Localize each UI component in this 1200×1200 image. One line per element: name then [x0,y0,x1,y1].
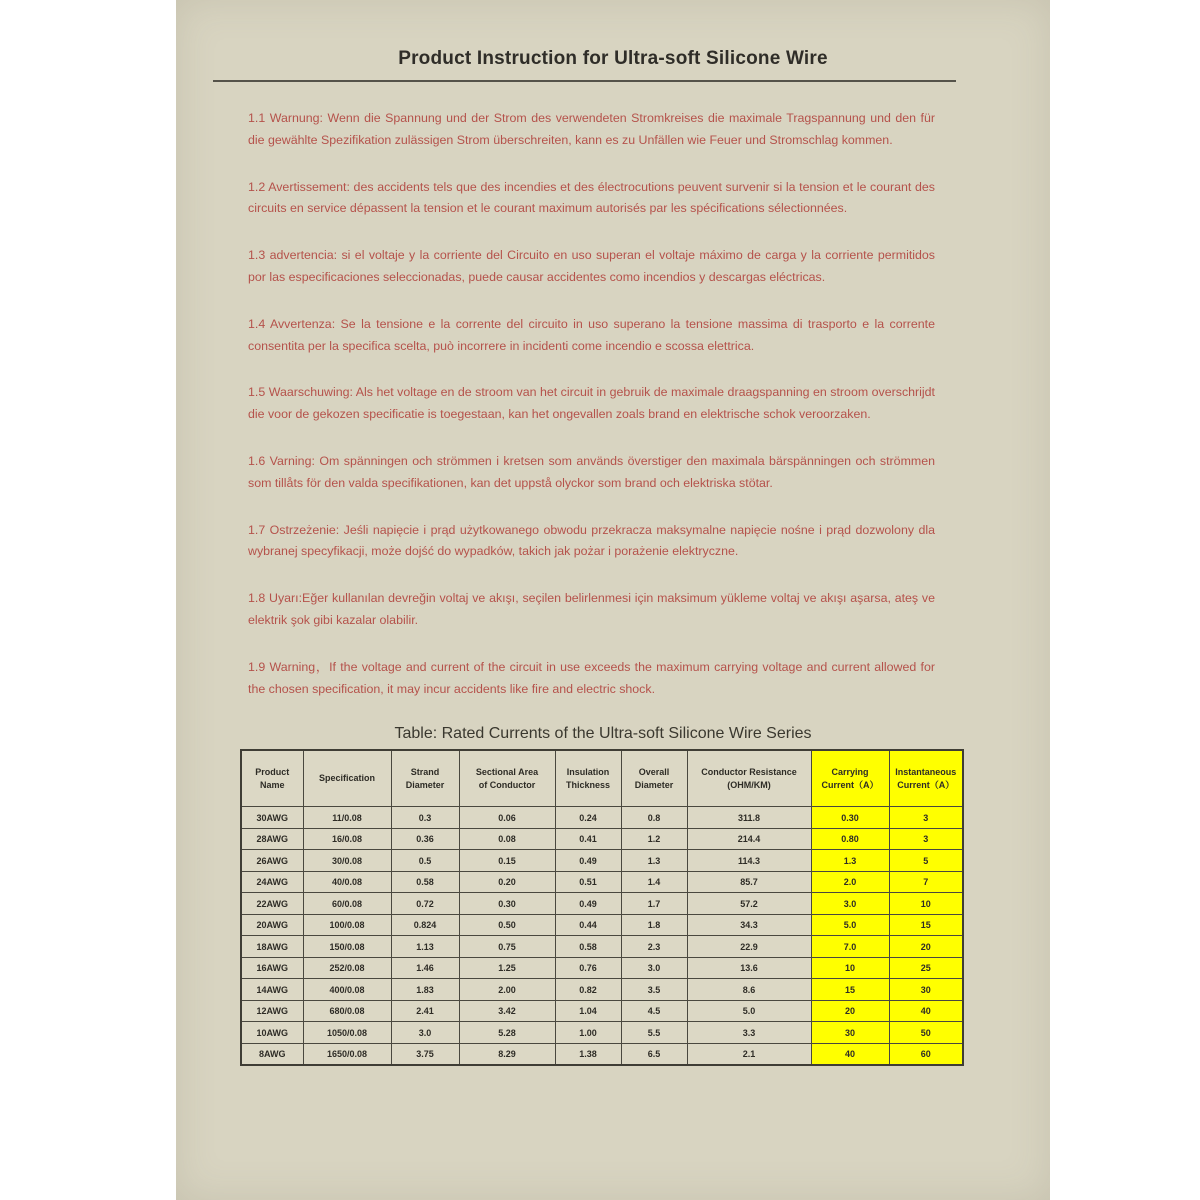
table-row [241,957,963,979]
table-cell: 16/0.08 [303,828,391,850]
table-cell: 13.6 [687,957,811,979]
table-cell: 5.0 [687,1000,811,1022]
table-cell: 0.49 [555,850,621,872]
table-cell: 2.41 [391,1000,459,1022]
table-cell: 0.30 [811,807,889,829]
table-row [241,807,963,829]
table-cell: 15 [811,979,889,1001]
table-cell: 3 [889,807,963,829]
table-cell: 10 [889,893,963,915]
warning-paragraph-list [248,108,935,700]
table-cell: 1.2 [621,828,687,850]
table-cell: 1.00 [555,1022,621,1044]
column-header-line2: of Conductor [478,779,536,790]
table-cell: 7 [889,871,963,893]
table-cell: 1.8 [621,914,687,936]
table-cell: 5.5 [621,1022,687,1044]
column-header [555,750,621,807]
table-cell: 0.41 [555,828,621,850]
column-header-line1: Insulation [566,766,610,777]
table-cell: 30 [889,979,963,1001]
warning-paragraph: 1.4 Avvertenza: Se la tensione e la corrente del circuito in uso superano la tensione massima di trasporto e la corrente consentita per la specifica scelta, può incorrere in incidenti come incendio e scossa elettrica. [248,316,935,353]
table-cell: 0.50 [459,914,555,936]
table-cell: 10AWG [241,1022,303,1044]
table-cell: 3 [889,828,963,850]
table-cell: 20AWG [241,914,303,936]
table-cell: 40/0.08 [303,871,391,893]
table-cell: 28AWG [241,828,303,850]
column-header-line2: Diameter [634,779,674,790]
column-header [241,750,303,807]
table-cell: 0.75 [459,936,555,958]
table-cell: 100/0.08 [303,914,391,936]
table-cell: 0.30 [459,893,555,915]
table-cell: 40 [811,1043,889,1065]
table-cell: 1.3 [621,850,687,872]
table-row [241,979,963,1001]
table-row [241,936,963,958]
table-row [241,914,963,936]
table-cell: 400/0.08 [303,979,391,1001]
table-cell: 18AWG [241,936,303,958]
document-page [176,0,1050,1200]
table-cell: 14AWG [241,979,303,1001]
warning-paragraph: 1.5 Waarschuwing: Als het voltage en de stroom van het circuit in gebruik de maximale draagspanning en stroom overschrijdt die voor de gekozen specificatie is toegestaan, kan het ongevallen zoals brand en elektrische schok veroorzaken. [248,385,935,422]
table-cell: 85.7 [687,871,811,893]
table-cell: 114.3 [687,850,811,872]
table-row [241,1000,963,1022]
table-row [241,871,963,893]
table-cell: 0.76 [555,957,621,979]
table-cell: 0.5 [391,850,459,872]
table-cell: 2.1 [687,1043,811,1065]
table-cell: 4.5 [621,1000,687,1022]
column-header-line2: Name [259,779,285,790]
table-cell: 2.0 [811,871,889,893]
table-cell: 34.3 [687,914,811,936]
title-divider [213,80,956,82]
table-cell: 0.80 [811,828,889,850]
table-cell: 30AWG [241,807,303,829]
column-header-line1: Sectional Area [475,766,539,777]
table-cell: 214.4 [687,828,811,850]
table-cell: 22AWG [241,893,303,915]
column-header [621,750,687,807]
table-row [241,1043,963,1065]
table-cell: 3.5 [621,979,687,1001]
table-cell: 1650/0.08 [303,1043,391,1065]
table-cell: 7.0 [811,936,889,958]
table-cell: 25 [889,957,963,979]
table-cell: 0.82 [555,979,621,1001]
table-cell: 1.7 [621,893,687,915]
table-cell: 0.36 [391,828,459,850]
warning-paragraph: 1.1 Warnung: Wenn die Spannung und der Strom des verwendeten Stromkreises die maximale Tragspannung und den für die gewählte Spezifikation zulässigen Strom überschreiten, kann es zu Unfällen wie Feuer und Stromschlag kommen. [248,111,935,147]
table-cell: 0.824 [391,914,459,936]
column-header [303,750,391,807]
column-header-line2: Thickness [565,779,611,790]
table-cell: 1.83 [391,979,459,1001]
table-cell: 1.3 [811,850,889,872]
table-cell: 0.8 [621,807,687,829]
table-cell: 3.0 [391,1022,459,1044]
table-cell: 1.13 [391,936,459,958]
column-header-line1: Instantaneous [895,766,957,777]
table-cell: 1.4 [621,871,687,893]
table-header [241,750,963,807]
table-body [241,807,963,1066]
column-header [811,750,889,807]
table-cell: 11/0.08 [303,807,391,829]
column-header-line1: Product [255,766,290,777]
table-cell: 60/0.08 [303,893,391,915]
table-cell: 3.0 [621,957,687,979]
table-cell: 311.8 [687,807,811,829]
table-cell: 1.04 [555,1000,621,1022]
rated-currents-table [240,749,964,1066]
table-cell: 2.3 [621,936,687,958]
table-cell: 12AWG [241,1000,303,1022]
column-header-line1: Specification [318,773,375,784]
table-cell: 60 [889,1043,963,1065]
column-header [391,750,459,807]
table-cell: 8.6 [687,979,811,1001]
table-cell: 6.5 [621,1043,687,1065]
warning-paragraph: 1.9 Warning，If the voltage and current of the circuit in use exceeds the maximum carrying voltage and current allowed for the chosen specification, it may incur accidents like fire and electric shock. [248,659,935,696]
warning-paragraph: 1.3 advertencia: si el voltaje y la corriente del Circuito en uso superan el voltaje máximo de carga y la corriente permitidos por las especificaciones seleccionadas, puede causar accidentes como incendios y descargas eléctricas. [248,248,935,284]
column-header-line2: Current（A） [897,779,955,790]
table-cell: 1.38 [555,1043,621,1065]
table-cell: 0.49 [555,893,621,915]
column-header-line1: Carrying [831,766,869,777]
column-header-line2: (OHM/KM) [727,779,771,790]
table-cell: 10 [811,957,889,979]
table-title: Table: Rated Currents of the Ultra-soft Silicone Wire Series [394,725,812,743]
table-cell: 680/0.08 [303,1000,391,1022]
table-row [241,828,963,850]
table-cell: 0.44 [555,914,621,936]
table-cell: 0.3 [391,807,459,829]
column-header [459,750,555,807]
warning-paragraph: 1.7 Ostrzeżenie: Jeśli napięcie i prąd użytkowanego obwodu przekracza maksymalne napięcie nośne i prąd dozwolony dla wybranej specyfikacji, może dojść do wypadków, takich jak pożar i porażenie elektryczne. [248,522,935,559]
page-title: Product Instruction for Ultra-soft Silicone Wire [398,48,828,69]
table-header-row [241,750,963,807]
table-cell: 2.00 [459,979,555,1001]
table-cell: 0.51 [555,871,621,893]
table-cell: 30 [811,1022,889,1044]
table-cell: 8.29 [459,1043,555,1065]
table-cell: 20 [811,1000,889,1022]
table-cell: 0.24 [555,807,621,829]
table-cell: 1050/0.08 [303,1022,391,1044]
table-cell: 3.3 [687,1022,811,1044]
table-cell: 3.75 [391,1043,459,1065]
warning-paragraph: 1.2 Avertissement: des accidents tels que des incendies et des électrocutions peuvent survenir si la tension et le courant des circuits en service dépassent la tension et le courant maximum autorisés par les spécifications sélectionnées. [248,179,935,216]
table-cell: 0.15 [459,850,555,872]
table-cell: 26AWG [241,850,303,872]
warning-paragraph: 1.6 Varning: Om spänningen och strömmen i kretsen som används överstiger den maximala bärspänningen och strömmen som tillåts för den valda specifikationen, kan det uppstå olyckor som brand och elektriska stötar. [248,453,935,490]
table-row [241,850,963,872]
column-header-line2: Diameter [405,779,445,790]
table-cell: 15 [889,914,963,936]
table-cell: 1.46 [391,957,459,979]
table-cell: 0.20 [459,871,555,893]
column-header-line1: Overall [638,766,670,777]
table-cell: 5.28 [459,1022,555,1044]
table-row [241,893,963,915]
table-cell: 0.58 [555,936,621,958]
table-row [241,1022,963,1044]
table-cell: 0.58 [391,871,459,893]
table-cell: 20 [889,936,963,958]
table-cell: 30/0.08 [303,850,391,872]
column-header [687,750,811,807]
table-cell: 24AWG [241,871,303,893]
table-cell: 3.42 [459,1000,555,1022]
table-cell: 16AWG [241,957,303,979]
table-cell: 3.0 [811,893,889,915]
table-cell: 57.2 [687,893,811,915]
column-header [889,750,963,807]
table-cell: 50 [889,1022,963,1044]
table-cell: 252/0.08 [303,957,391,979]
table-cell: 1.25 [459,957,555,979]
table-cell: 150/0.08 [303,936,391,958]
table-cell: 5.0 [811,914,889,936]
column-header-line1: Conductor Resistance [701,766,797,777]
table-cell: 0.08 [459,828,555,850]
table-cell: 0.72 [391,893,459,915]
table-cell: 0.06 [459,807,555,829]
column-header-line2: Current（A） [821,779,879,790]
table-cell: 5 [889,850,963,872]
column-header-line1: Strand [410,766,440,777]
table-cell: 8AWG [241,1043,303,1065]
warning-paragraph: 1.8 Uyarı:Eğer kullanılan devreğin voltaj ve akışı, seçilen belirlenmesi için maksimum yükleme voltaj ve akışı aşarsa, ateş ve elektrik şok gibi kazalar olabilir. [248,591,935,627]
table-cell: 40 [889,1000,963,1022]
table-cell: 22.9 [687,936,811,958]
